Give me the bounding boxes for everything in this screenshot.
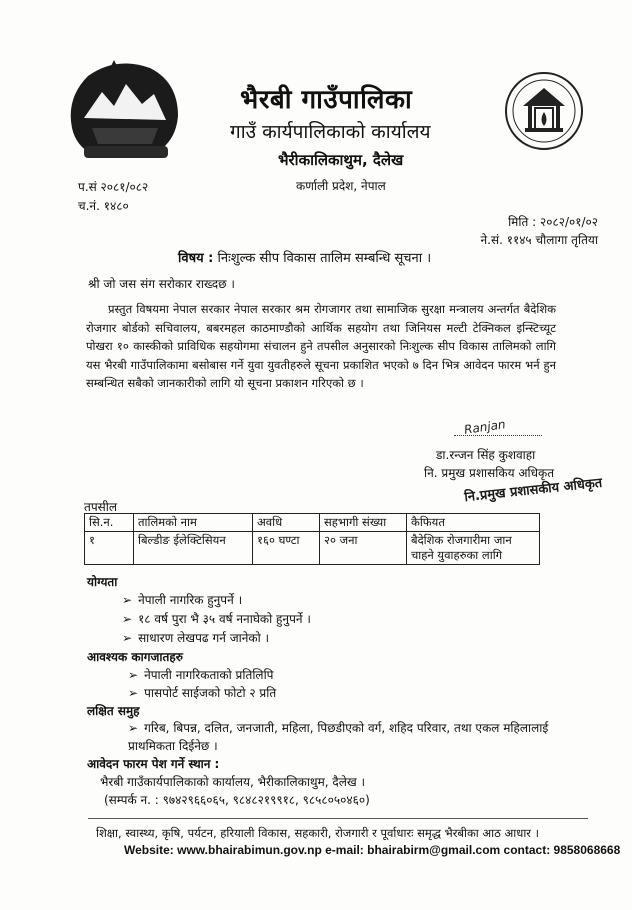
table-cell: बैदेशिक रोजगारीमा जान चाहने युवाहरुका लागि [407, 532, 540, 565]
list-item [122, 629, 269, 646]
column-header: सहभागी संख्या [320, 514, 407, 532]
signature-line [454, 425, 542, 436]
list-item-text: गरिब, बिपन्न, दलित, जनजाती, महिला, पिछडीएको वर्ग, शहिद परिवार, तथा एकल महिलालाई प्राथमिकता दिईनेछ । [128, 721, 549, 753]
official-stamp: नि.प्रमुख प्रशासकीय अधिकृत [463, 475, 603, 506]
signatory-title: नि. प्रमुख प्रशासकिय अधिकृत [424, 466, 555, 480]
table-cell: १६० घण्टा [253, 532, 320, 565]
table-header-row [85, 514, 540, 532]
list-item-text: साधारण लेखपढ गर्न जानेको । [138, 631, 270, 645]
footer-contact: Website: www.bhairabimun.gov.np e-mail: bhairabirm@gmail.com contact: 9858068668 [124, 843, 621, 857]
date-line: मिति : २०८२/०१/०२ [508, 215, 598, 229]
list-item [128, 684, 276, 701]
reference-number: प.सं २०८१/०८२ [78, 180, 149, 194]
submission-heading: आवेदन फारम पेश गर्ने स्थान : [87, 757, 220, 771]
table-cell: १ [85, 532, 134, 565]
nepal-emblem-logo [62, 58, 184, 166]
signature-scrawl: Ranjan [463, 417, 507, 437]
submission-place: भैरबी गाउँकार्यपालिकाको कार्यालय, भैरीकालिकाथुम, दैलेख । [100, 775, 366, 789]
list-item-text: १८ वर्ष पुरा भै ३५ वर्ष ननाघेको हुनुपर्ने । [138, 612, 311, 626]
target-group-heading: लक्षित समुह [87, 704, 140, 718]
arrow-bullet-icon: ➢ [122, 593, 133, 607]
subject-text: निःशुल्क सीप विकास तालिम सम्बन्धि सूचना । [217, 251, 432, 266]
contact-numbers: (सम्पर्क न. : ९७४२९६६०६५, ९८४८२१९९१८, ९८५८०५०४६०) [104, 793, 370, 807]
list-item [122, 591, 242, 608]
list-item [128, 666, 274, 683]
nepal-sambat-date: ने.सं. ११४५ चौलागा तृतिया [480, 233, 598, 247]
details-heading: तपसील [84, 500, 118, 514]
dispatch-number: च.नं. १४८० [78, 199, 129, 213]
subject-label: विषय : [178, 251, 214, 266]
list-item-text: नेपाली नागरिक हुनुपर्ने । [138, 593, 243, 607]
list-item-text: पासपोर्ट साईजको फोटो २ प्रति [144, 686, 277, 700]
notice-body: प्रस्तुत विषयमा नेपाल सरकार नेपाल सरकार श्रम रोगजागर तथा सामाजिक सुरक्षा मन्त्रालय अन्तर्गत बैदेशिक रोजगार बोर्डको सचिवालय, बबरमहल काठमाण्डौको आर्थिक सहयोग तथा जिनियस मल्टी टेक्निकल इन्स्टिच्यूट पोखरा १० कास्कीको प्राविधिक सहयोगमा संचालन हुने तपसील अनुसारको निःशुल्क सीप विकास तालिमको लागि यस भैरबी गाउँपालिकामा बसोबास गर्ने युवा युवतीहरुले सूचना प्रकाशित भएको ७ दिन भित्र आवेदन फारम भर्न हुन सम्बन्धित सबैको जानकारीको लागि यो सूचना प्रकाशन गरिएको छ । [86, 302, 556, 390]
list-item [128, 719, 558, 755]
table-cell: २० जना [320, 532, 407, 565]
eligibility-heading: योग्यता [87, 575, 118, 589]
table-row [85, 532, 540, 565]
column-header: कैफियत [407, 514, 540, 532]
column-header: तालिमको नाम [134, 514, 253, 532]
column-header: अवधि [253, 514, 320, 532]
signatory-name: डा.रन्जन सिंह कुशवाहा [436, 448, 536, 462]
list-item-text: नेपाली नागरिकताको प्रतिलिपि [144, 668, 274, 682]
office-address: भैरीकालिकाथुम, दैलेख [278, 151, 404, 169]
municipality-name: भैरबी गाउँपालिका [240, 85, 413, 115]
table-cell: बिल्डीङ ईलेक्टिसियन [134, 532, 253, 565]
column-header: सि.न. [85, 514, 134, 532]
office-name: गाउँ कार्यपालिकाको कार्यालय [230, 121, 431, 143]
arrow-bullet-icon: ➢ [128, 721, 139, 735]
list-item [122, 610, 311, 627]
footer-motto: शिक्षा, स्वास्थ्य, कृषि, पर्यटन, हरियाली विकास, सहकारी, रोजगारी र पूर्वाधारः समृद्ध भैरबीका आठ आधार । [96, 826, 540, 840]
subject-line [178, 248, 431, 266]
arrow-bullet-icon: ➢ [122, 631, 133, 645]
province-line: कर्णाली प्रदेश, नेपाल [296, 179, 386, 193]
training-details-table [84, 513, 540, 565]
footer-divider [88, 818, 588, 819]
arrow-bullet-icon: ➢ [128, 668, 139, 682]
documents-heading: आवश्यक कागजातहरु [87, 650, 183, 664]
salutation: श्री जो जस संग सरोकार राख्दछ । [88, 277, 235, 291]
arrow-bullet-icon: ➢ [128, 686, 139, 700]
arrow-bullet-icon: ➢ [122, 612, 133, 626]
municipality-seal-logo [503, 70, 585, 152]
